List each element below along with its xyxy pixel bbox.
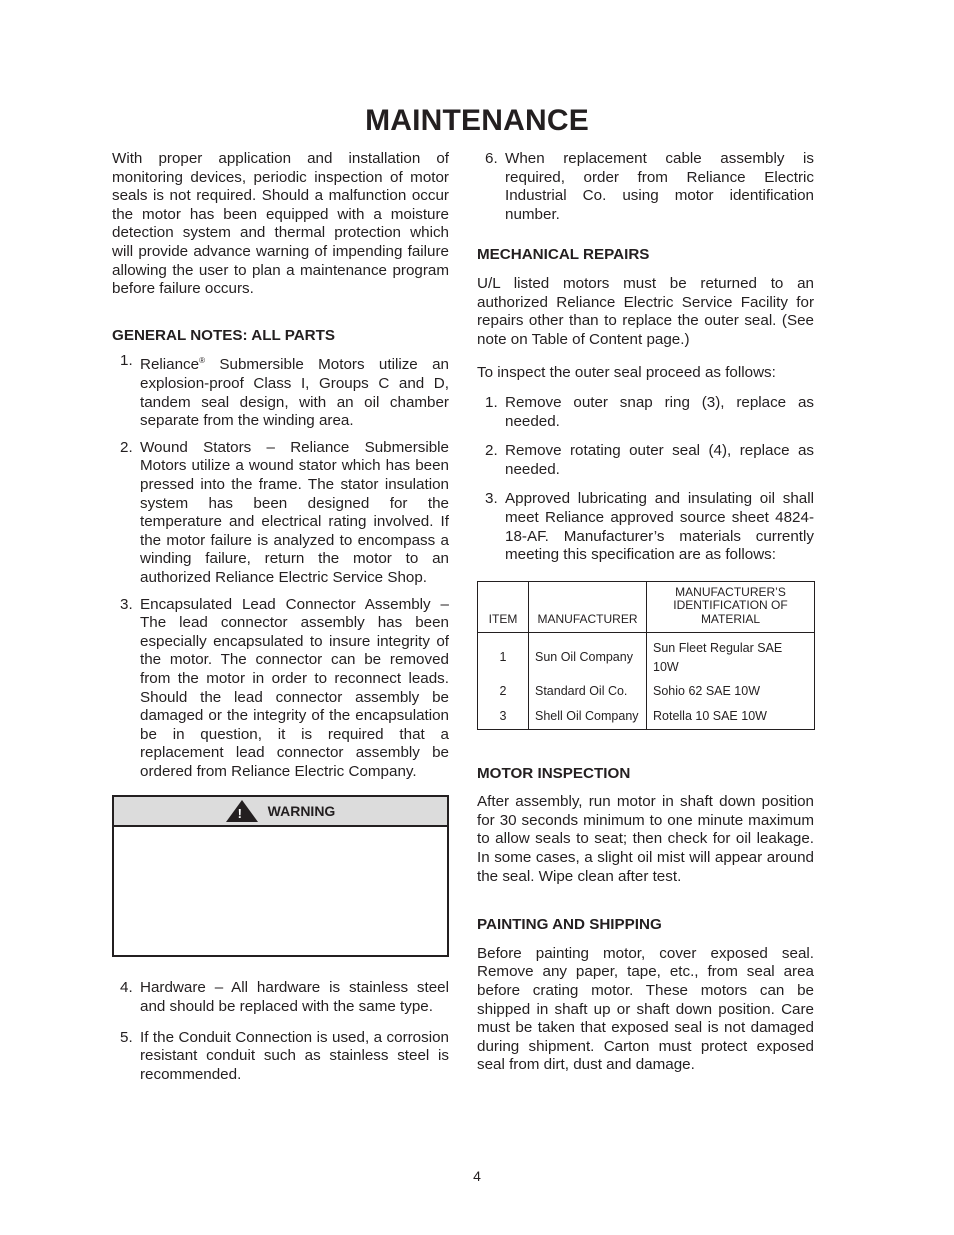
mechanical-repairs-heading: MECHANICAL REPAIRS [477,246,650,264]
list-item: 6. When replacement cable assembly is required, order from Reliance Electric Industrial Co. using motor identification number. [485,150,814,223]
page-number: 4 [473,1168,481,1184]
table-header-item: ITEM [478,581,529,633]
table-row: 3 Shell Oil Company Rotella 10 SAE 10W [478,704,815,729]
list-item: 1. Remove outer snap ring (3), replace as needed. [485,393,814,430]
list-item: 3. Approved lubricating and insulating oil shall meet Reliance approved source sheet 4824-18-AF. Manufacturer’s materials currently meeting this specification are as follows: [485,490,814,564]
inspect-steps-list [477,394,814,565]
general-notes-heading: GENERAL NOTES: ALL PARTS [112,326,336,344]
list-item: 4. Hardware – All hardware is stainless steel and should be replaced with the same type. [120,979,449,1016]
table-row: 2 Standard Oil Co. Sohio 62 SAE 10W [478,679,815,704]
table-row: 1 Sun Oil Company Sun Fleet Regular SAE 10W [478,633,815,680]
list-item: 5. If the Conduit Connection is used, a corrosion resistant conduit such as stainless steel is recommended. [120,1028,449,1083]
motor-inspection-text: After assembly, run motor in shaft down position for 30 seconds minimum to one minute maximum to allow seals to seat; then check for oil leakage. In some cases, a slight oil mist will appear around the seal. Wipe clean after test. [477,793,814,885]
inspect-intro: To inspect the outer seal proceed as follows: [477,364,776,382]
painting-shipping-heading: PAINTING AND SHIPPING [477,916,662,934]
item-6-list [477,150,814,224]
general-notes-list [112,352,449,781]
table-header-identification: MANUFACTURER’S IDENTIFICATION OF MATERIAL [647,581,815,633]
motor-inspection-heading: MOTOR INSPECTION [477,764,631,782]
left-column [112,150,449,1084]
warning-triangle-icon: ! [226,800,258,822]
general-notes-list-continued [112,979,449,1084]
table-header-manufacturer: MANUFACTURER [529,581,647,633]
warning-label: WARNING [267,803,336,820]
oil-materials-table [477,581,815,730]
page-title: MAINTENANCE [365,104,589,137]
right-column [477,150,814,1075]
list-item: 1. Reliance® Submersible Motors utilize an explosion-proof Class I, Groups C and D, tandem seal design, with an oil chamber separate from the winding area. [120,352,449,430]
list-item: 2. Remove rotating outer seal (4), replace as needed. [485,442,814,478]
warning-header [114,797,447,827]
warning-box [112,795,449,957]
mechanical-repairs-text: U/L listed motors must be returned to an authorized Reliance Electric Service Facility for repairs other than to replace the outer seal. (See note on Table of Content page.) [477,274,814,348]
list-item: 3. Encapsulated Lead Connector Assembly – The lead connector assembly has been especially encapsulated to insure integrity of the motor. The connector can be removed from the motor in order to reconnect leads. Should the lead connector assembly be damaged or the integrity of the encapsulation be in question, it is required that a replacement lead connector assembly be ordered from Reliance Electric Company. [120,595,449,780]
intro-paragraph: With proper application and installation of monitoring devices, periodic inspection of motor seals is not required. Should a malfunction occur the motor has been equipped with a moisture detection system and thermal protection which will provide advance warning of impending failure allowing the user to plan a maintenance program before failure occurs. [112,150,449,298]
painting-shipping-text: Before painting motor, cover exposed seal. Remove any paper, tape, etc., from seal area before crating motor. These motors can be shipped in shaft up or shaft down position. Care must be taken that exposed seal is not damaged during shipment. Carton must protect exposed seal from dirt, dust and damage. [477,944,814,1074]
list-item: 2. Wound Stators – Reliance Submersible Motors utilize a wound stator which has been pressed into the frame. The stator insulation system has been designed for the temperature and electrical rating involved. If the motor failure is analyzed to encompass a winding failure, return the motor to an authorized Reliance Electric Service Shop. [120,438,449,586]
